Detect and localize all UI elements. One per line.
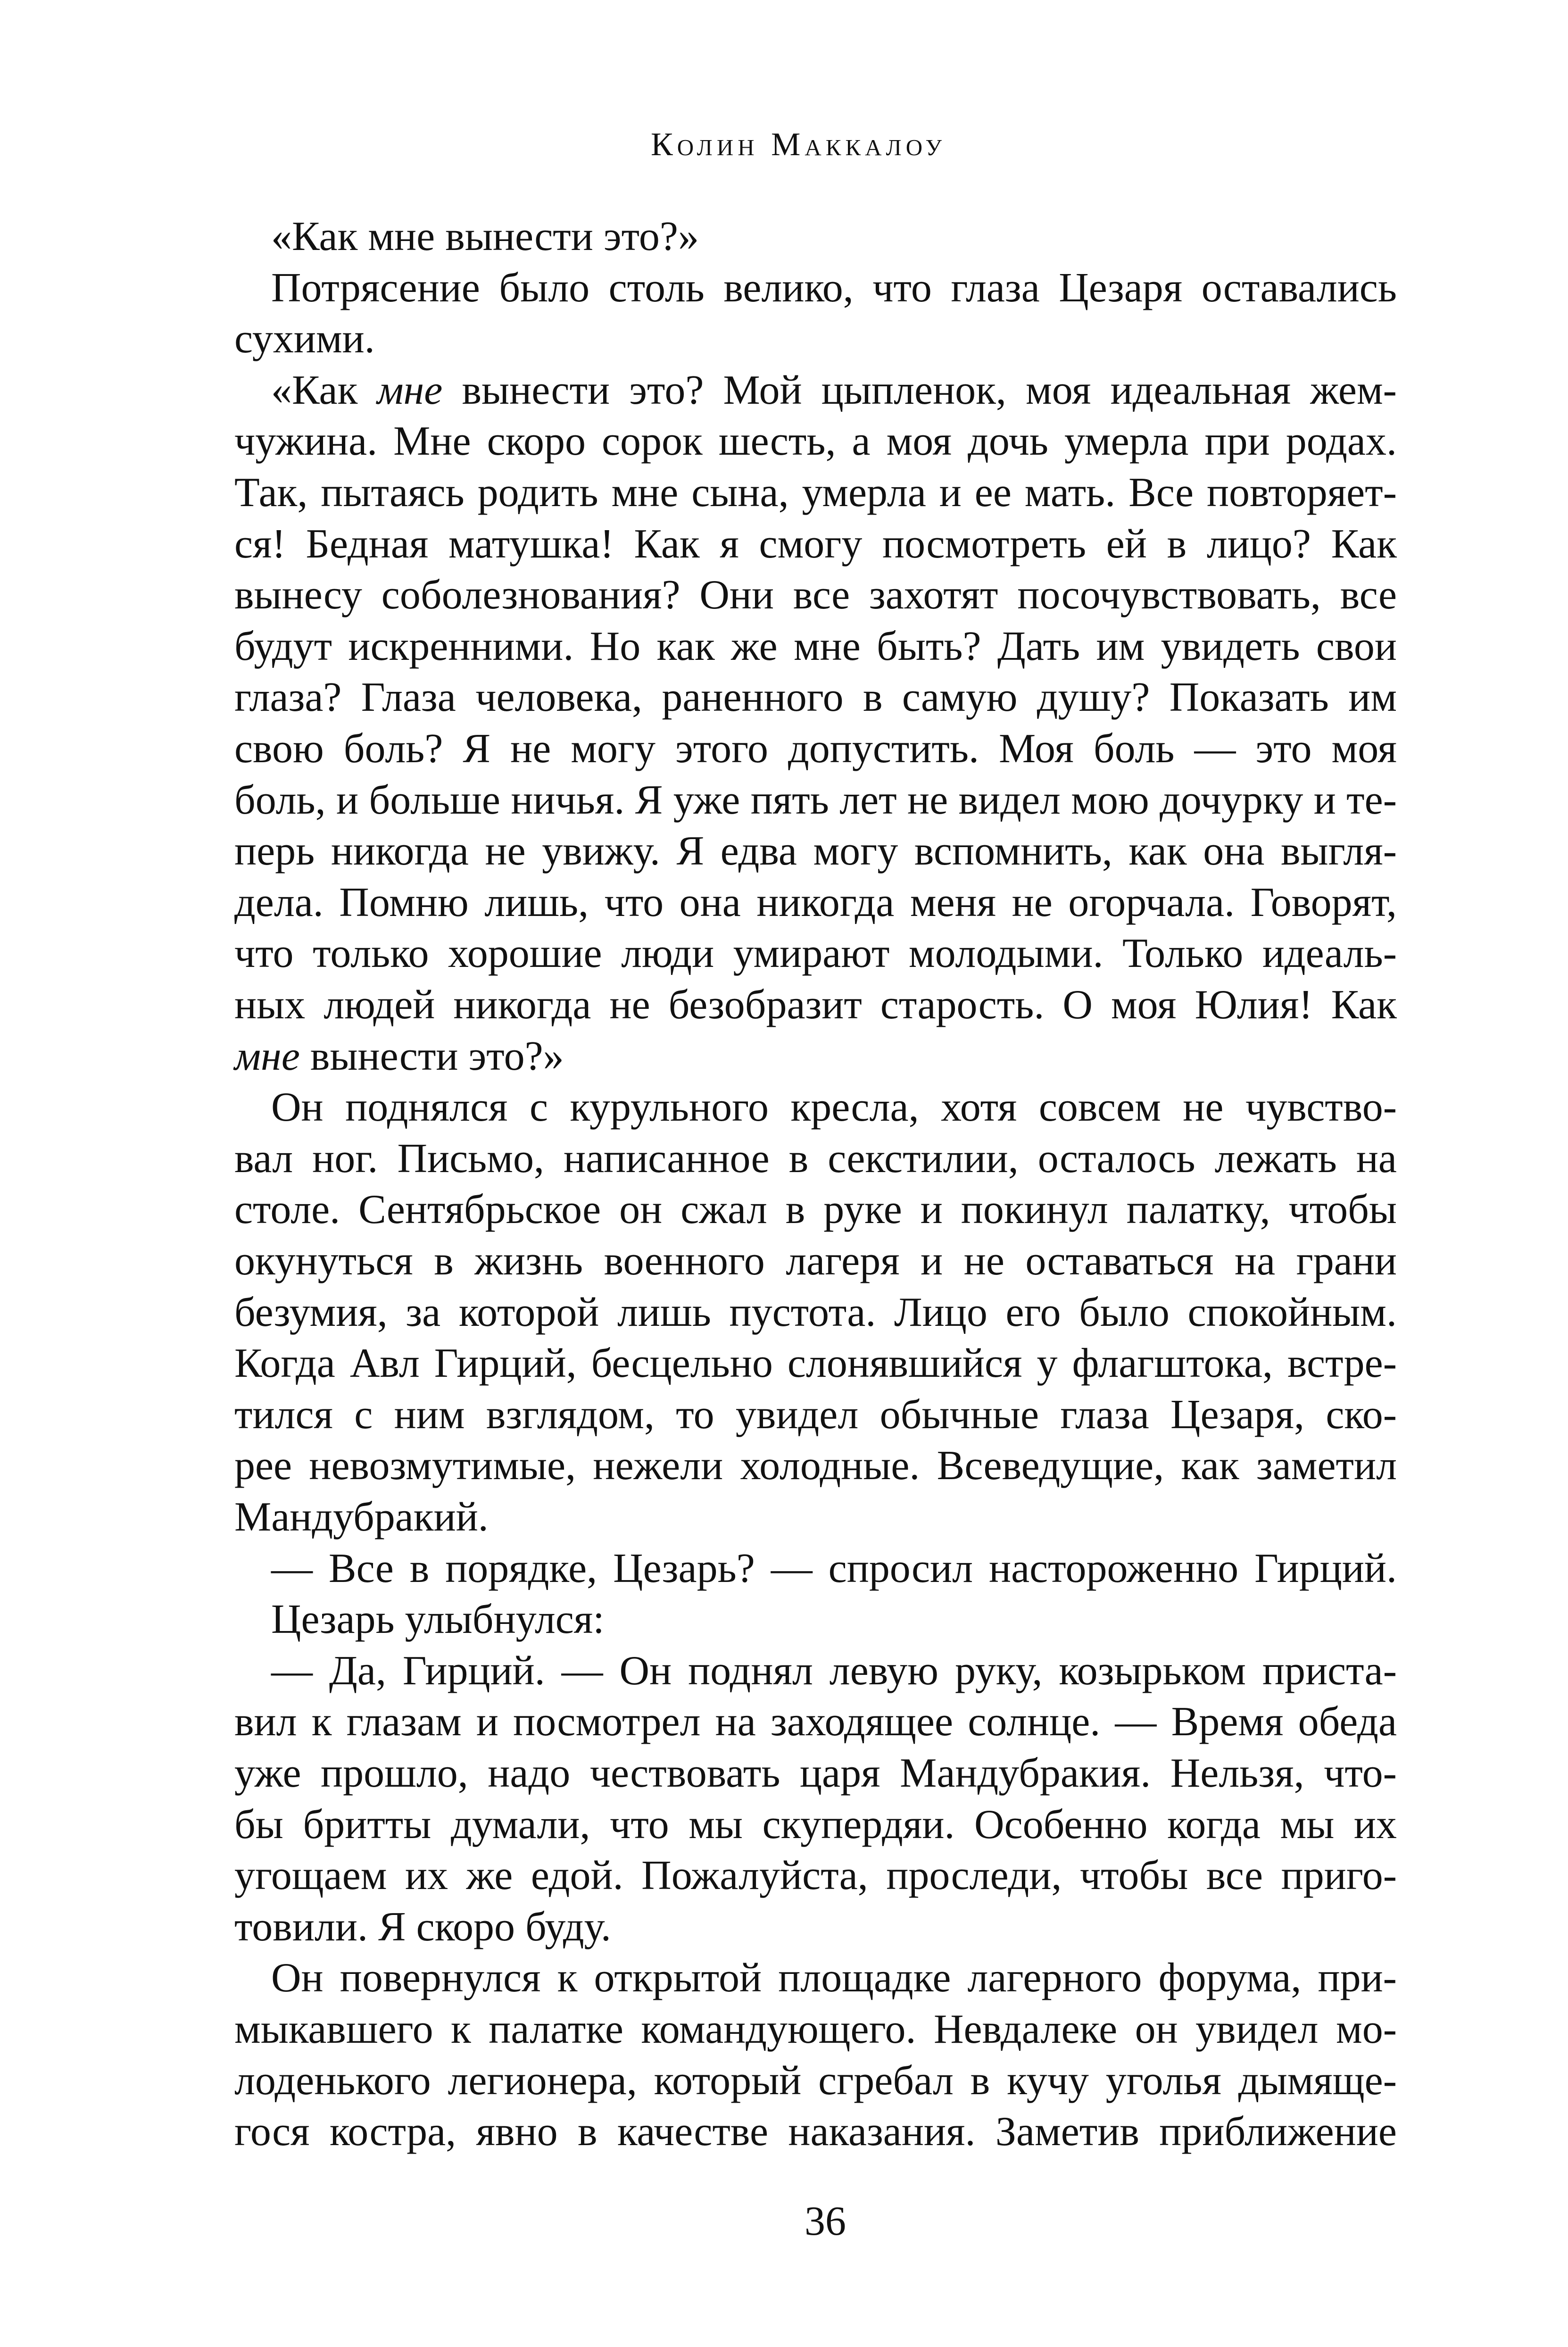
text-run: вал ног. Письмо, написанное в секстилии, осталось лежать на xyxy=(234,1135,1397,1182)
text-line xyxy=(234,980,1397,1031)
text-run: сухими. xyxy=(234,316,375,362)
text-run: уже прошло, надо чествовать царя Мандубракия. Нельзя, что- xyxy=(234,1750,1397,1796)
text-line xyxy=(234,1031,1397,1082)
text-line xyxy=(271,1953,1397,2004)
text-line xyxy=(271,263,1397,314)
text-line xyxy=(271,1594,1397,1645)
text-line xyxy=(234,1287,1397,1338)
text-line xyxy=(234,877,1397,928)
text-run: будут искренними. Но как же мне быть? Дать им увидеть свои xyxy=(234,623,1397,669)
text-run: Он повернулся к открытой площадке лагерного форума, при- xyxy=(271,1955,1397,2001)
text-run: вил к глазам и посмотрел на заходящее солнце. — Время обеда xyxy=(234,1699,1397,1745)
text-run: — Да, Гирций. — Он поднял левую руку, козырьком приста- xyxy=(271,1648,1397,1694)
text-run: Он поднялся с курульного кресла, хотя совсем не чувство- xyxy=(271,1084,1397,1131)
text-line xyxy=(271,211,1397,262)
text-line xyxy=(234,1338,1397,1389)
italic-emphasis: мне xyxy=(234,1033,300,1079)
text-line xyxy=(234,2056,1397,2106)
text-line xyxy=(271,365,1397,416)
text-run: столе. Сентябрьское он сжал в руке и покинул палатку, чтобы xyxy=(234,1187,1397,1233)
text-line xyxy=(234,416,1397,467)
text-line xyxy=(234,570,1397,621)
text-run: боль, и больше ничья. Я уже пять лет не видел мою дочурку и те- xyxy=(234,777,1397,823)
text-run: дела. Помню лишь, что она никогда меня не огорчала. Говорят, xyxy=(234,879,1397,925)
text-line xyxy=(234,1492,1397,1543)
text-run: Мандубракий. xyxy=(234,1494,489,1540)
text-line xyxy=(234,314,1397,365)
text-run: «Как xyxy=(271,367,377,413)
text-run: вынесу соболезнования? Они все захотят посочувствовать, все xyxy=(234,572,1397,618)
text-run: Потрясение было столь велико, что глаза Цезаря оставались xyxy=(271,265,1397,311)
text-run: вынести это?» xyxy=(299,1033,564,1079)
text-run: чужина. Мне скоро сорок шесть, а моя дочь умерла при родах. xyxy=(234,418,1397,465)
text-run: — Все в порядке, Цезарь? — спросил настороженно Гирций. xyxy=(271,1545,1397,1591)
text-line xyxy=(271,1543,1397,1594)
text-run: перь никогда не увижу. Я едва могу вспомнить, как она выгля- xyxy=(234,828,1397,874)
text-run: мыкавшего к палатке командующего. Невдалеке он увидел мо- xyxy=(234,2006,1397,2052)
text-run: «Как мне вынести это?» xyxy=(271,214,699,259)
text-run: ных людей никогда не безобразит старость. О моя Юлия! Как xyxy=(234,982,1397,1028)
text-line xyxy=(234,672,1397,723)
text-line xyxy=(234,1133,1397,1184)
text-line xyxy=(234,467,1397,518)
text-line xyxy=(234,826,1397,877)
text-run: глаза? Глаза человека, раненного в самую душу? Показать им xyxy=(234,674,1397,721)
text-line xyxy=(234,1748,1397,1799)
text-run: лоденького легионера, который сгребал в кучу уголья дымяще- xyxy=(234,2057,1397,2104)
text-run: рее невозмутимые, нежели холодные. Всеведущие, как заметил xyxy=(234,1443,1397,1489)
text-run: гося костра, явно в качестве наказания. Заметив приближение xyxy=(234,2109,1397,2155)
text-line xyxy=(234,1697,1397,1748)
text-run: тился с ним взглядом, то увидел обычные глаза Цезаря, ско- xyxy=(234,1391,1397,1438)
text-line xyxy=(234,2004,1397,2055)
text-line xyxy=(234,1850,1397,1901)
text-run: Так, пытаясь родить мне сына, умерла и ее мать. Все повторяет- xyxy=(234,470,1397,516)
text-run: Когда Авл Гирций, бесцельно слонявшийся у флагштока, встре- xyxy=(234,1340,1397,1387)
text-line xyxy=(234,1440,1397,1491)
text-line xyxy=(234,1390,1397,1440)
text-line xyxy=(234,928,1397,979)
page-number: 36 xyxy=(805,2198,846,2244)
text-run: безумия, за которой лишь пустота. Лицо его было спокойным. xyxy=(234,1289,1397,1335)
text-line xyxy=(234,1236,1397,1287)
text-run: вынести это? Мой цыпленок, моя идеальная жем- xyxy=(442,367,1397,413)
text-line xyxy=(234,1799,1397,1850)
text-run: окунуться в жизнь военного лагеря и не оставаться на грани xyxy=(234,1238,1397,1284)
text-line xyxy=(234,724,1397,774)
text-line xyxy=(234,1184,1397,1235)
text-run: товили. Я скоро буду. xyxy=(234,1904,611,1950)
text-line xyxy=(234,775,1397,826)
text-run: бы бритты думали, что мы скупердяи. Особенно когда мы их xyxy=(234,1801,1397,1848)
text-line xyxy=(234,519,1397,570)
text-run: ся! Бедная матушка! Как я смогу посмотреть ей в лицо? Как xyxy=(234,521,1397,567)
italic-emphasis: мне xyxy=(377,367,443,413)
text-line xyxy=(234,1902,1397,1953)
text-line xyxy=(271,1646,1397,1697)
running-head-author: Колин Маккалоу xyxy=(651,126,946,163)
text-run: что только хорошие люди умирают молодыми. Только идеаль- xyxy=(234,931,1397,977)
text-run: Цезарь улыбнулся: xyxy=(271,1597,605,1643)
text-run: свою боль? Я не могу этого допустить. Моя боль — это моя xyxy=(234,726,1397,772)
text-run: угощаем их же едой. Пожалуйста, проследи, чтобы все приго- xyxy=(234,1853,1397,1899)
text-line xyxy=(234,2106,1397,2157)
text-line xyxy=(271,1082,1397,1133)
text-line xyxy=(234,621,1397,672)
